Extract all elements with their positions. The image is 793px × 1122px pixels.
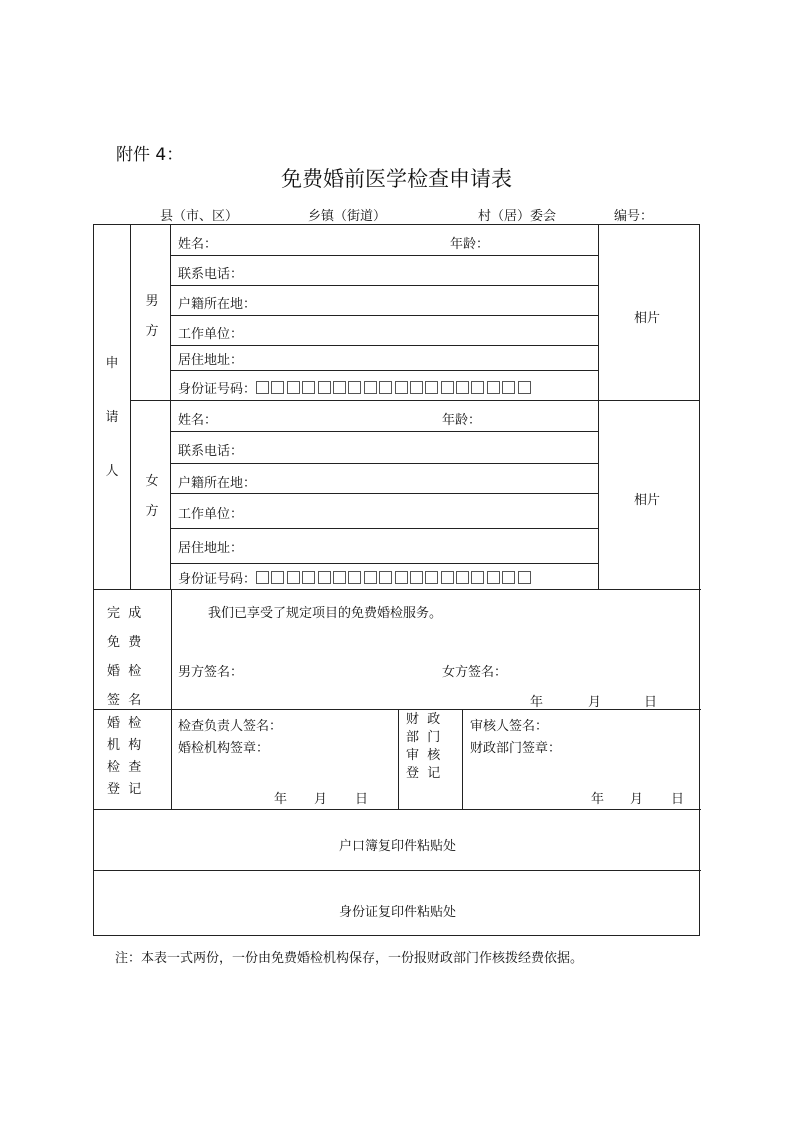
completion-section-label: 完 成 免 费 婚 检 签 名 bbox=[107, 606, 142, 708]
id-digit-box[interactable] bbox=[425, 571, 438, 584]
female-id-field[interactable]: 身份证号码： bbox=[178, 568, 533, 587]
finance-seal-field[interactable]: 财政部门签章： bbox=[470, 741, 562, 756]
completion-day[interactable]: 日 bbox=[644, 695, 658, 710]
id-digit-box[interactable] bbox=[287, 381, 300, 394]
completion-statement: 我们已享受了规定项目的免费婚检服务。 bbox=[208, 606, 443, 621]
divider bbox=[94, 809, 701, 810]
divider bbox=[170, 431, 598, 432]
female-signature-field[interactable]: 女方签名： bbox=[442, 665, 508, 680]
id-number-boxes[interactable] bbox=[256, 572, 533, 587]
id-digit-box[interactable] bbox=[302, 381, 315, 394]
male-phone-field[interactable]: 联系电话： bbox=[178, 267, 244, 282]
id-digit-box[interactable] bbox=[471, 381, 484, 394]
id-digit-box[interactable] bbox=[441, 571, 454, 584]
id-digit-box[interactable] bbox=[333, 571, 346, 584]
county-field: 县（市、区） bbox=[160, 209, 239, 224]
id-digit-box[interactable] bbox=[271, 381, 284, 394]
institution-section-label: 婚 检 机 构 检 查 登 记 bbox=[107, 716, 142, 797]
id-digit-box[interactable] bbox=[348, 571, 361, 584]
finance-month[interactable]: 月 bbox=[630, 792, 644, 807]
institution-month[interactable]: 月 bbox=[314, 792, 328, 807]
female-photo-placeholder[interactable]: 相片 bbox=[634, 493, 661, 508]
female-address-field[interactable]: 居住地址： bbox=[178, 541, 244, 556]
divider bbox=[170, 493, 598, 494]
divider bbox=[130, 400, 700, 401]
id-digit-box[interactable] bbox=[410, 571, 423, 584]
id-digit-box[interactable] bbox=[318, 381, 331, 394]
id-digit-box[interactable] bbox=[456, 571, 469, 584]
id-digit-box[interactable] bbox=[287, 571, 300, 584]
id-digit-box[interactable] bbox=[379, 571, 392, 584]
application-form bbox=[93, 224, 700, 936]
male-name-field[interactable]: 姓名： bbox=[178, 237, 218, 252]
divider bbox=[130, 225, 131, 589]
id-digit-box[interactable] bbox=[348, 381, 361, 394]
divider bbox=[398, 709, 399, 809]
id-number-boxes[interactable] bbox=[256, 382, 533, 397]
male-address-field[interactable]: 居住地址： bbox=[178, 353, 244, 368]
id-digit-box[interactable] bbox=[471, 571, 484, 584]
id-digit-box[interactable] bbox=[425, 381, 438, 394]
id-digit-box[interactable] bbox=[271, 571, 284, 584]
number-field: 编号： bbox=[614, 209, 654, 224]
id-digit-box[interactable] bbox=[487, 571, 500, 584]
divider bbox=[170, 345, 598, 346]
institution-day[interactable]: 日 bbox=[355, 792, 369, 807]
divider bbox=[170, 285, 598, 286]
male-age-field[interactable]: 年龄： bbox=[450, 237, 490, 252]
divider bbox=[94, 870, 701, 871]
id-digit-box[interactable] bbox=[256, 381, 269, 394]
male-work-field[interactable]: 工作单位： bbox=[178, 327, 244, 342]
divider bbox=[462, 709, 463, 809]
divider bbox=[598, 225, 599, 589]
id-digit-box[interactable] bbox=[379, 381, 392, 394]
divider bbox=[171, 709, 172, 809]
id-digit-box[interactable] bbox=[518, 571, 531, 584]
attachment-label: 附件 4： bbox=[116, 145, 184, 165]
divider bbox=[170, 563, 598, 564]
id-digit-box[interactable] bbox=[410, 381, 423, 394]
divider bbox=[94, 589, 701, 590]
footnote: 注：本表一式两份，一份由免费婚检机构保存，一份报财政部门作核拨经费依据。 bbox=[115, 951, 584, 966]
divider bbox=[170, 225, 171, 589]
town-field: 乡镇（街道） bbox=[308, 209, 387, 224]
id-digit-box[interactable] bbox=[333, 381, 346, 394]
completion-month[interactable]: 月 bbox=[588, 695, 602, 710]
divider bbox=[170, 315, 598, 316]
male-signature-field[interactable]: 男方签名： bbox=[178, 665, 244, 680]
divider bbox=[170, 463, 598, 464]
finance-section-label: 财 政 部 门 审 核 登 记 bbox=[406, 712, 441, 781]
id-copy-paste-area[interactable]: 身份证复印件粘贴处 bbox=[338, 905, 456, 920]
female-work-field[interactable]: 工作单位： bbox=[178, 507, 244, 522]
id-digit-box[interactable] bbox=[502, 571, 515, 584]
male-label: 男 方 bbox=[145, 294, 159, 339]
id-digit-box[interactable] bbox=[395, 381, 408, 394]
id-digit-box[interactable] bbox=[456, 381, 469, 394]
female-age-field[interactable]: 年龄： bbox=[442, 413, 482, 428]
completion-year[interactable]: 年 bbox=[530, 695, 544, 710]
hukou-copy-paste-area[interactable]: 户口簿复印件粘贴处 bbox=[338, 839, 456, 854]
id-digit-box[interactable] bbox=[364, 381, 377, 394]
divider bbox=[170, 370, 598, 371]
id-digit-box[interactable] bbox=[318, 571, 331, 584]
id-digit-box[interactable] bbox=[256, 571, 269, 584]
female-hukou-field[interactable]: 户籍所在地： bbox=[178, 476, 257, 491]
female-phone-field[interactable]: 联系电话： bbox=[178, 444, 244, 459]
finance-year[interactable]: 年 bbox=[591, 792, 605, 807]
finance-day[interactable]: 日 bbox=[671, 792, 685, 807]
male-hukou-field[interactable]: 户籍所在地： bbox=[178, 297, 257, 312]
village-field: 村（居）委会 bbox=[478, 209, 557, 224]
id-digit-box[interactable] bbox=[487, 381, 500, 394]
applicant-section-label: 申 请 人 bbox=[105, 356, 119, 479]
divider bbox=[170, 528, 598, 529]
female-label: 女 方 bbox=[145, 474, 159, 519]
male-id-field[interactable]: 身份证号码： bbox=[178, 378, 533, 397]
id-digit-box[interactable] bbox=[518, 381, 531, 394]
reviewer-signature-field[interactable]: 审核人签名： bbox=[470, 719, 549, 734]
id-digit-box[interactable] bbox=[395, 571, 408, 584]
form-title: 免费婚前医学检查申请表 bbox=[281, 167, 512, 191]
id-digit-box[interactable] bbox=[502, 381, 515, 394]
id-digit-box[interactable] bbox=[302, 571, 315, 584]
id-digit-box[interactable] bbox=[441, 381, 454, 394]
id-digit-box[interactable] bbox=[364, 571, 377, 584]
male-photo-placeholder[interactable]: 相片 bbox=[634, 311, 661, 326]
female-name-field[interactable]: 姓名： bbox=[178, 413, 218, 428]
inspector-signature-field[interactable]: 检查负责人签名： bbox=[178, 719, 283, 734]
divider bbox=[170, 255, 598, 256]
institution-seal-field[interactable]: 婚检机构签章： bbox=[178, 741, 270, 756]
institution-year[interactable]: 年 bbox=[274, 792, 288, 807]
